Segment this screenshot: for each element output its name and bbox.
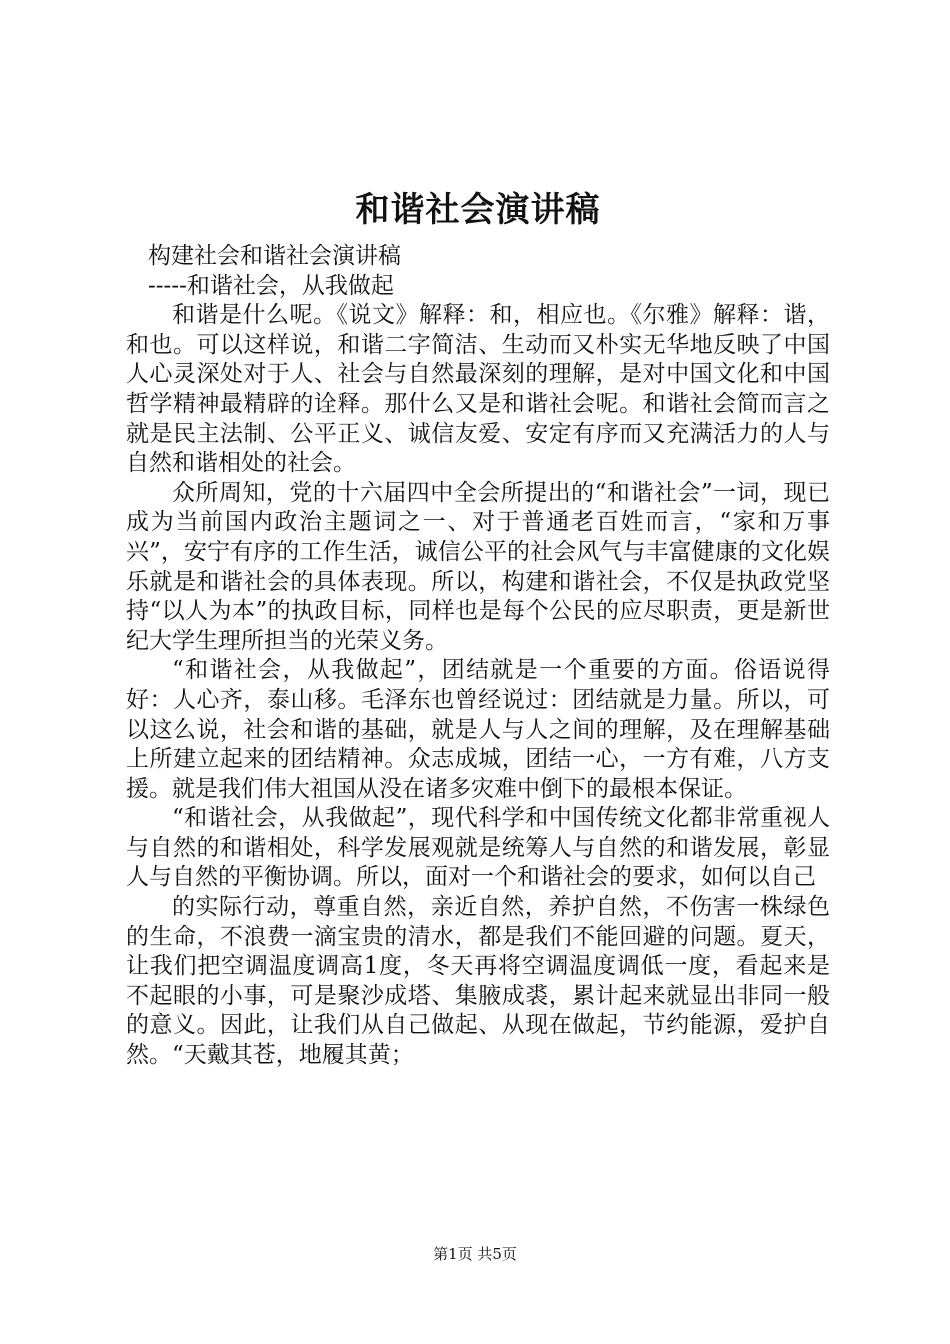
document-subtitle: 构建社会和谐社会演讲稿 (148, 243, 401, 269)
paragraph-3: “和谐社会，从我做起”，团结就是一个重要的方面。俗语说得好：人心齐，泰山移。毛泽东也曾经说过：团结就是力量。所以，可以这么说，社会和谐的基础，就是人与人之间的理解，及在理解基础上所建立起来的团结精神。众志成城，团结一心，一方有难，八方支援。就是我们伟大祖国从没在诸多灾难中倒下的最根本保证。 (126, 657, 830, 802)
document-title: 和谐社会演讲稿 (355, 190, 601, 230)
page-footer: 第1页 共5页 (433, 1245, 517, 1263)
paragraph-1: 和谐是什么呢。《说文》解释：和，相应也。《尔雅》解释：谐，和也。可以这样说，和谐二字简洁、生动而又朴实无华地反映了中国人心灵深处对于人、社会与自然最深刻的理解，是对中国文化和中国哲学精神最精辟的诠释。那什么又是和谐社会呢。和谐社会简而言之就是民主法制、公平正义、诚信友爱、安定有序而又充满活力的人与自然和谐相处的社会。 (126, 302, 830, 477)
document-subtitle-secondary: -----和谐社会，从我做起 (148, 272, 394, 299)
paragraph-4: “和谐社会，从我做起”，现代科学和中国传统文化都非常重视人与自然的和谐相处，科学发展观就是统筹人与自然的和谐发展，彰显人与自然的平衡协调。所以，面对一个和谐社会的要求，如何以自己 (126, 805, 830, 891)
paragraph-2: 众所周知，党的十六届四中全会所提出的“和谐社会”一词，现已成为当前国内政治主题词之一、对于普通老百姓而言，“家和万事兴”，安宁有序的工作生活，诚信公平的社会风气与丰富健康的文化娱乐就是和谐社会的具体表现。所以，构建和谐社会，不仅是执政党坚持“以人为本”的执政目标，同样也是每个公民的应尽职责，更是新世纪大学生理所担当的光荣义务。 (126, 479, 830, 654)
paragraph-5: 的实际行动，尊重自然，亲近自然，养护自然，不伤害一株绿色的生命，不浪费一滴宝贵的清水，都是我们不能回避的问题。夏天，让我们把空调温度调高1度，冬天再将空调温度调低一度，看起来是不起眼的小事，可是聚沙成塔、集腋成裘，累计起来就显出非同一般的意义。因此，让我们从自己做起、从现在做起，节约能源，爱护自然。“天戴其苍，地履其黄； (126, 894, 830, 1069)
document-page (126, 180, 830, 1071)
